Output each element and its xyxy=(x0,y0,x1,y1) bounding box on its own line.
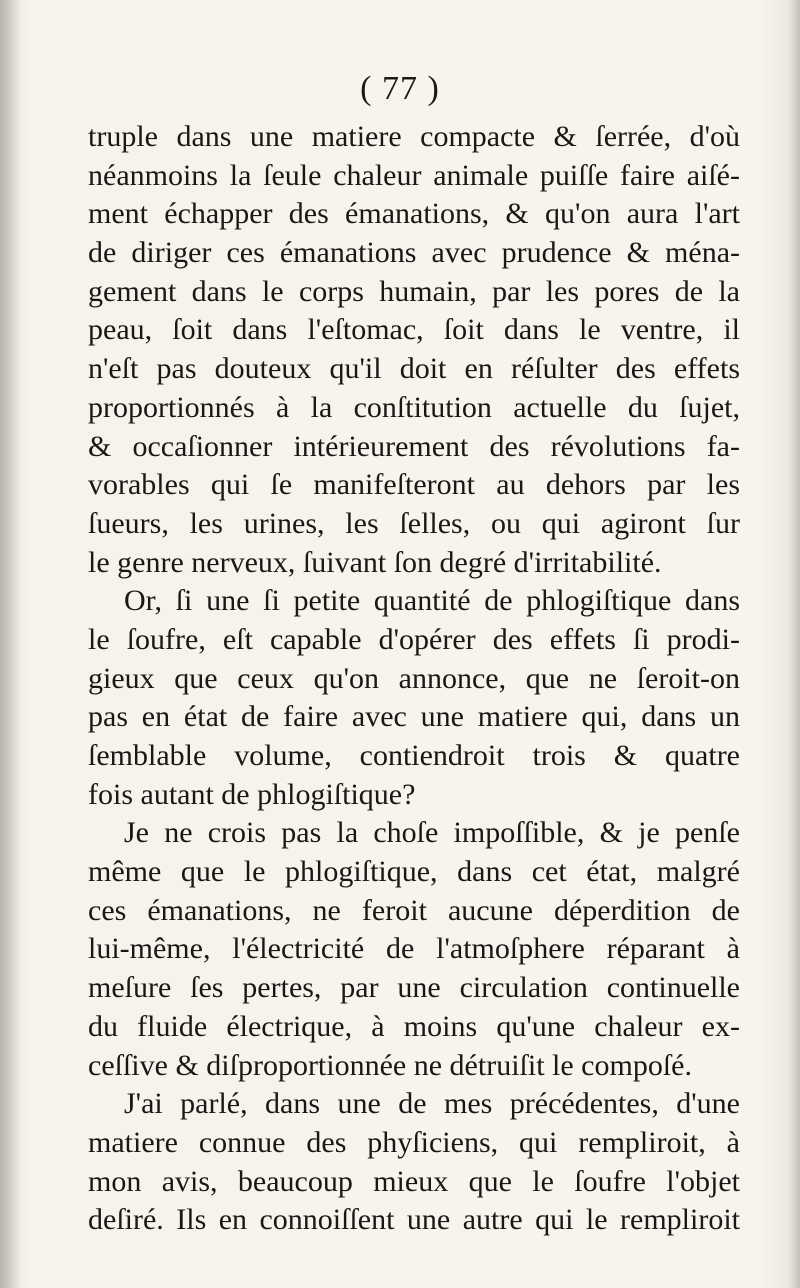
text-line: n'eſt pas douteux qu'il doit en réſulter des effets xyxy=(88,352,740,386)
text-line: ſueurs, les urines, les ſelles, ou qui agiront ſur xyxy=(88,506,740,540)
text-line: gieux que ceux qu'on annonce, que ne ſeroit-on xyxy=(88,661,740,695)
text-line: truple dans une matiere compacte & ſerrée, d'où xyxy=(88,120,740,153)
page-gutter-shadow xyxy=(0,0,22,1288)
text-line: fois autant de phlogiſtique? xyxy=(88,777,416,811)
text-line: meſure ſes pertes, par une circulation continuelle xyxy=(88,971,740,1005)
body-text xyxy=(88,118,740,1240)
text-line: de diriger ces émanations avec prudence & ména- xyxy=(88,236,740,270)
text-line: ment échapper des émanations, & qu'on aura l'art xyxy=(88,197,740,231)
text-line: le genre nerveux, ſuivant ſon degré d'irritabilité. xyxy=(88,545,662,579)
text-line: le ſoufre, eſt capable d'opérer des effets ſi prodi- xyxy=(88,622,740,656)
text-line: Or, ſi une ſi petite quantité de phlogiſtique dans xyxy=(124,584,740,618)
text-line: peau, ſoit dans l'eſtomac, ſoit dans le ventre, il xyxy=(88,313,740,347)
text-line: ces émanations, ne feroit aucune déperdition de xyxy=(88,893,740,927)
text-line: J'ai parlé, dans une de mes précédentes, d'une xyxy=(124,1087,740,1121)
text-line: même que le phlogiſtique, dans cet état, malgré xyxy=(88,855,740,889)
text-line: proportionnés à la conſtitution actuelle du ſujet, xyxy=(88,390,740,424)
text-line: vorables qui ſe manifeſteront au dehors par les xyxy=(88,468,740,502)
text-line: lui-même, l'électricité de l'atmoſphere réparant à xyxy=(88,932,740,966)
page-edge-shadow xyxy=(788,0,800,1288)
text-line: matiere connue des phyſiciens, qui rempliroit, à xyxy=(88,1125,740,1159)
text-line: mon avis, beaucoup mieux que le ſoufre l'objet xyxy=(88,1164,740,1198)
text-line: néanmoins la ſeule chaleur animale puiſſe faire aiſé- xyxy=(88,158,740,192)
text-line: gement dans le corps humain, par les pores de la xyxy=(88,274,740,308)
text-line: ceſſive & diſproportionnée ne détruiſit le compoſé. xyxy=(88,1048,692,1082)
text-line: & occaſionner intérieurement des révolutions fa- xyxy=(88,429,740,463)
text-line: Je ne crois pas la choſe impoſſible, & je penſe xyxy=(124,816,740,850)
text-line: deſiré. Ils en connoiſſent une autre qui le rempliroit xyxy=(88,1203,740,1237)
text-line: pas en état de faire avec une matiere qui, dans un xyxy=(88,700,740,734)
text-line: du fluide électrique, à moins qu'une chaleur ex- xyxy=(88,1009,740,1043)
text-line: ſemblable volume, contiendroit trois & quatre xyxy=(88,739,740,772)
page-number: ( 77 ) xyxy=(360,70,440,107)
